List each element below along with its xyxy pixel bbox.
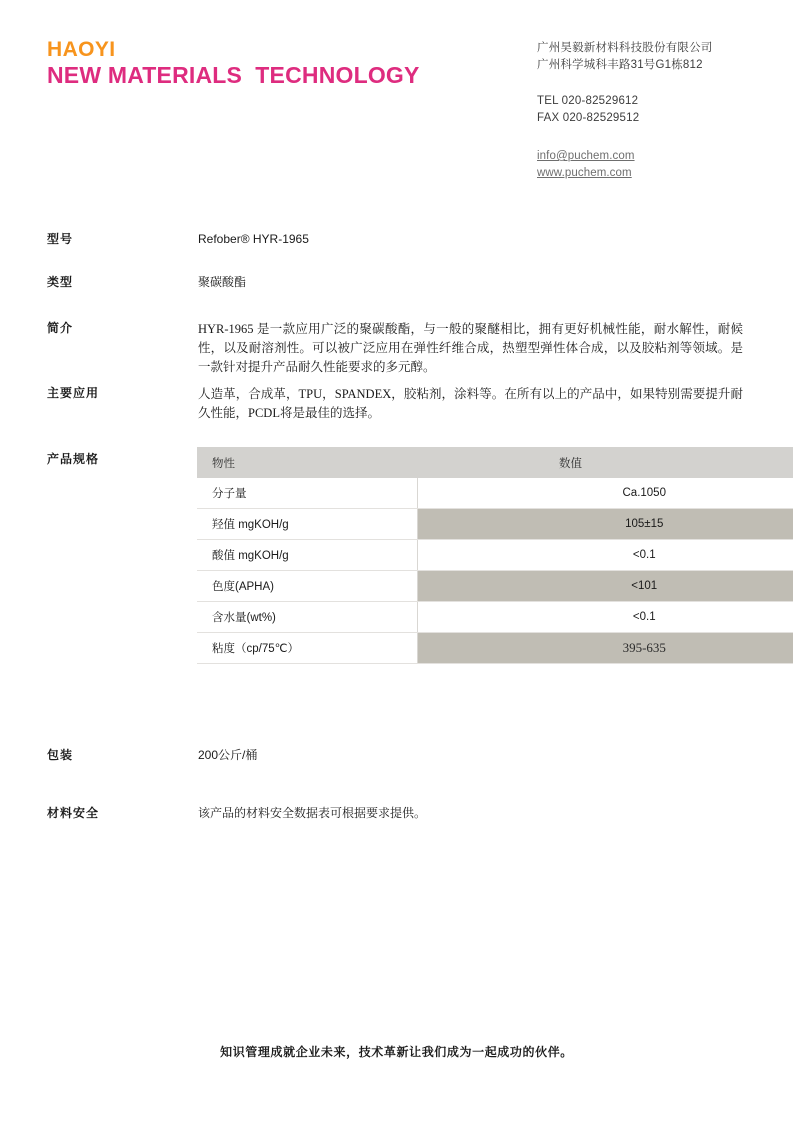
- contact-links-group: [537, 148, 713, 182]
- field-material-safety-value: 该产品的材料安全数据表可根据要求提供。: [198, 806, 427, 820]
- contact-info: [537, 40, 713, 182]
- field-model-value: Refober® HYR-1965: [198, 232, 309, 246]
- email-link[interactable]: info@puchem.com: [537, 150, 635, 162]
- field-packaging-label: 包装: [47, 748, 74, 762]
- table-row: [197, 602, 793, 633]
- field-specifications-label: 产品规格: [47, 452, 100, 466]
- field-material-safety-label: 材料安全: [47, 806, 100, 820]
- contact-tel: TEL 020-82529612: [537, 95, 639, 107]
- field-model-label: 型号: [47, 232, 74, 246]
- field-applications-label: 主要应用: [47, 386, 100, 400]
- field-intro-value: HYR-1965 是一款应用广泛的聚碳酸酯，与一般的聚醚相比，拥有更好机械性能，耐水解性，耐候性，以及耐溶剂性。可以被广泛应用在弹性纤维合成，热塑型弹性体合成，以及胶粘剂等领域。是一款针对提升产品耐久性能要求的多元醇。: [198, 322, 743, 374]
- specifications-table: [197, 447, 793, 664]
- contact-fax: FAX 020-82529512: [537, 112, 640, 124]
- table-row: [197, 478, 793, 509]
- field-packaging-value: 200公斤/桶: [198, 748, 258, 762]
- table-header-row: [197, 447, 793, 478]
- column-header-property: 物性: [197, 447, 417, 478]
- cell-value: <0.1: [417, 540, 793, 571]
- table-row: [197, 540, 793, 571]
- cell-value: 105±15: [417, 509, 793, 540]
- footer-slogan: 知识管理成就企业未来，技术革新让我们成为一起成功的伙伴。: [220, 1045, 573, 1059]
- cell-value: Ca.1050: [417, 478, 793, 509]
- company-name: 广州昊毅新材料科技股份有限公司: [537, 42, 713, 54]
- cell-property: 羟值 mgKOH/g: [197, 509, 417, 540]
- table-row: [197, 633, 793, 664]
- column-header-value: 数值: [417, 447, 793, 478]
- cell-value: <0.1: [417, 602, 793, 633]
- cell-property: 分子量: [197, 478, 417, 509]
- cell-value: <101: [417, 571, 793, 602]
- contact-phone-group: [537, 93, 713, 127]
- field-applications-value: 人造革，合成革，TPU，SPANDEX，胶粘剂，涂料等。在所有以上的产品中，如果特别需要提升耐久性能，PCDL将是最佳的选择。: [198, 387, 743, 420]
- cell-property: 含水量(wt%): [197, 602, 417, 633]
- logo-text-haoyi: HAOYI: [47, 38, 116, 61]
- company-address: 广州科学城科丰路31号G1栋812: [537, 59, 703, 71]
- cell-property: 色度(APHA): [197, 571, 417, 602]
- table-row: [197, 571, 793, 602]
- cell-property: 酸值 mgKOH/g: [197, 540, 417, 571]
- table-row: [197, 509, 793, 540]
- company-logo: [47, 38, 420, 88]
- website-link[interactable]: www.puchem.com: [537, 167, 632, 179]
- field-intro-label: 简介: [47, 321, 74, 335]
- table-body: [197, 478, 793, 664]
- field-type-value: 聚碳酸酯: [198, 275, 247, 289]
- field-type-label: 类型: [47, 275, 74, 289]
- cell-value: 395-635: [417, 633, 793, 664]
- logo-text-new-materials-technology: NEW MATERIALS TECHNOLOGY: [47, 62, 420, 88]
- cell-property: 粘度（cp/75℃）: [197, 633, 417, 664]
- page-header: [0, 0, 793, 200]
